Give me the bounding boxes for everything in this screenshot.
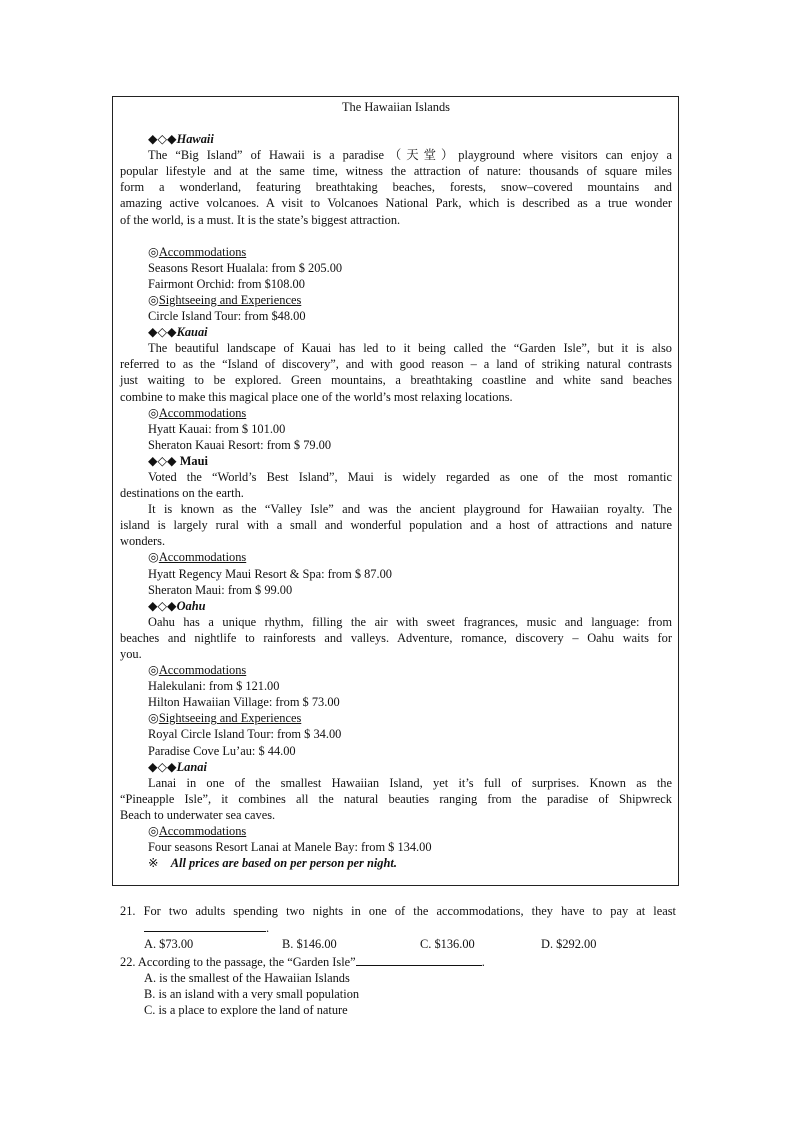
reference-mark-icon: ※ (148, 856, 159, 871)
circle-mark-icon: ◎ (148, 405, 159, 420)
option-d[interactable]: D. $292.00 (541, 937, 597, 952)
accommodations-heading (120, 549, 672, 565)
section-heading-lanai (120, 759, 672, 775)
circle-mark-icon: ◎ (148, 663, 159, 678)
passage-title: The Hawaiian Islands (341, 100, 451, 114)
accommodation-item: Halekulani: from $ 121.00 (148, 679, 280, 694)
heading-hawaii: Hawaii (176, 132, 214, 147)
accommodation-item: Four seasons Resort Lanai at Manele Bay: from $ 134.00 (148, 840, 432, 855)
heading-maui: Maui (176, 453, 208, 468)
section-heading-hawaii (120, 131, 672, 147)
para-line: of the world, is a must. It is the state’s biggest attraction. (120, 212, 401, 227)
section-heading-oahu (120, 598, 672, 614)
spacer (120, 228, 672, 244)
diamond-icon: ◆◇◆ (148, 325, 177, 340)
answer-blank[interactable] (144, 919, 266, 932)
accommodations-heading (120, 662, 672, 678)
circle-mark-icon: ◎ (148, 244, 159, 259)
accommodations-label: Accommodations (158, 550, 247, 565)
question-22-text: 22. According to the passage, the “Garden Isle” (120, 954, 356, 969)
sightseeing-label: Sightseeing and Experiences (158, 711, 302, 726)
para-line: Beach to underwater sea caves. (120, 807, 276, 822)
accommodations-heading (120, 823, 672, 839)
accommodations-label: Accommodations (158, 824, 247, 839)
diamond-icon: ◆◇◆ (148, 598, 177, 613)
accommodations-label: Accommodations (158, 663, 247, 678)
accommodation-item: Sheraton Kauai Resort: from $ 79.00 (148, 437, 332, 452)
accommodations-label: Accommodations (158, 244, 247, 259)
question-22-line: 22. According to the passage, the “Garden Isle” . (120, 954, 485, 969)
para-line: It is known as the “Valley Isle” and was the ancient playground for Hawaiian royalty. The (148, 502, 672, 517)
sightseeing-item: Paradise Cove Lu’au: $ 44.00 (148, 743, 296, 758)
question-22-option-b[interactable]: B. is an island with a very small population (144, 987, 360, 1001)
para-line: island is largely rural with a small and wonderful population and a host of attractions and nature (120, 518, 672, 533)
heading-oahu: Oahu (176, 598, 206, 613)
questions (120, 903, 676, 1018)
heading-lanai: Lanai (176, 759, 207, 774)
accommodation-item: Hyatt Kauai: from $ 101.00 (148, 421, 286, 436)
para-line: just waiting to be explored. Green mountains, a breathtaking coastline and white sand beaches (120, 373, 672, 388)
sightseeing-item: Circle Island Tour: from $48.00 (148, 309, 306, 324)
para-line: The “Big Island” of Hawaii is a paradise（天堂）playground where visitors can enjoy a (148, 148, 672, 163)
circle-mark-icon: ◎ (148, 824, 159, 839)
question-22-option-c[interactable]: C. is a place to explore the land of nature (144, 1003, 348, 1018)
accommodation-item: Hilton Hawaiian Village: from $ 73.00 (148, 695, 340, 710)
sightseeing-item: Royal Circle Island Tour: from $ 34.00 (148, 727, 342, 742)
para-line: destinations on the earth. (120, 486, 244, 501)
para-line: form a wonderland, featuring breathtaking beaches, forests, snow–covered mountains and (120, 180, 672, 195)
para-line: combine to make this magical place one of the world’s most relaxing locations. (120, 389, 513, 404)
para-line: wonders. (120, 534, 166, 549)
price-note (120, 855, 672, 871)
heading-kauai: Kauai (176, 325, 208, 340)
section-heading-maui (120, 453, 672, 469)
para-line: The beautiful landscape of Kauai has led to it being called the “Garden Isle”, but it is also (148, 341, 672, 356)
spacer (120, 115, 672, 131)
sightseeing-heading (120, 710, 672, 726)
accommodation-item: Sheraton Maui: from $ 99.00 (148, 582, 293, 597)
accommodations-heading (120, 405, 672, 421)
para-line: Oahu has a unique rhythm, filling the air with sweet fragrances, music and language: from (148, 614, 672, 629)
diamond-icon: ◆◇◆ (148, 453, 177, 468)
question-21-text: 21. For two adults spending two nights in one of the accommodations, they have to pay at least (120, 904, 676, 918)
diamond-icon: ◆◇◆ (148, 759, 177, 774)
accommodation-item: Hyatt Regency Maui Resort & Spa: from $ 87.00 (148, 566, 392, 581)
option-a[interactable]: A. $73.00 (144, 937, 194, 952)
para-line: amazing active volcanoes. A visit to Volcanoes National Park, which is described as a true wonder (120, 196, 672, 211)
option-b[interactable]: B. $146.00 (282, 937, 337, 952)
para-line: “Pineapple Isle”, it combines all the natural beauties ranging from the paradise of Shipwreck (120, 791, 672, 806)
section-heading-kauai (120, 324, 672, 340)
para-line: beaches and nightlife to rainforests and valleys. Adventure, romance, discovery – Oahu waits for (120, 630, 672, 645)
price-note-text: All prices are based on per person per night. (170, 856, 397, 871)
accommodations-heading (120, 244, 672, 260)
circle-mark-icon: ◎ (148, 292, 159, 307)
para-line: Lanai in one of the smallest Hawaiian Island, yet it’s full of surprises. Known as the (148, 775, 672, 790)
sightseeing-heading (120, 292, 672, 308)
passage-box (112, 96, 679, 886)
sightseeing-label: Sightseeing and Experiences (158, 292, 302, 307)
accommodation-item: Fairmont Orchid: from $108.00 (148, 276, 305, 291)
para-line: you. (120, 647, 142, 661)
circle-mark-icon: ◎ (148, 711, 159, 726)
diamond-icon: ◆◇◆ (148, 132, 177, 147)
question-22-option-a[interactable]: A. is the smallest of the Hawaiian Islands (144, 970, 350, 985)
question-21-options (120, 936, 676, 952)
para-line: Voted the “World’s Best Island”, Maui is widely regarded as one of the most romantic (148, 469, 672, 484)
circle-mark-icon: ◎ (148, 550, 159, 565)
accommodation-item: Seasons Resort Hualala: from $ 205.00 (148, 260, 343, 275)
para-line: referred to as the “Island of discovery”, and with good reason – a land of striking natural contrasts (120, 357, 672, 372)
answer-blank[interactable] (356, 953, 482, 966)
accommodations-label: Accommodations (158, 405, 247, 420)
option-c[interactable]: C. $136.00 (420, 937, 475, 952)
question-21-blank-line: . (120, 919, 676, 936)
para-line: popular lifestyle and at the same time, witness the attraction of nature: thousands of square miles (120, 164, 672, 179)
